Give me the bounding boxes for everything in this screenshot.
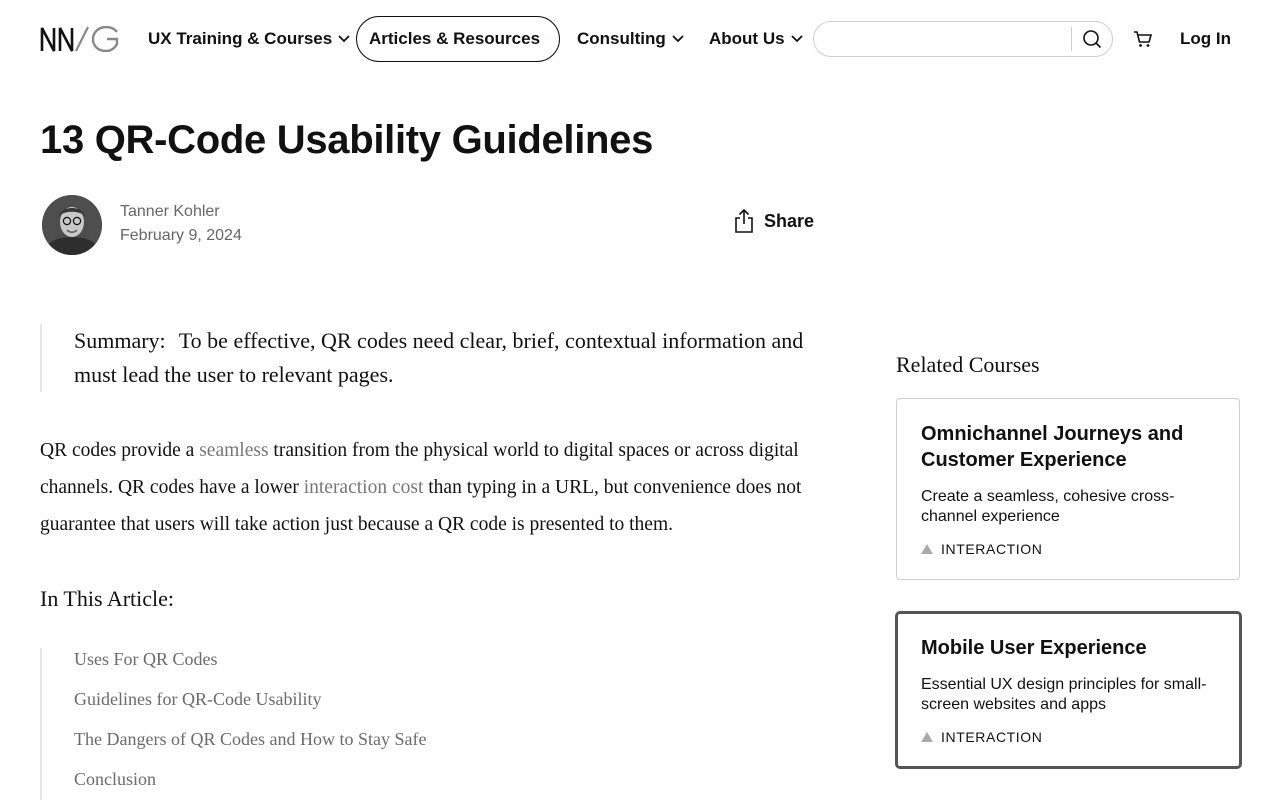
course-tag-label: INTERACTION [941, 729, 1043, 745]
nav-about-us[interactable] [709, 16, 803, 62]
chevron-down-icon [338, 35, 350, 43]
cart-icon[interactable] [1133, 30, 1153, 48]
chevron-down-icon [672, 35, 684, 43]
toc-item-uses[interactable]: Uses For QR Codes [74, 649, 218, 669]
table-of-contents [40, 648, 640, 800]
seamless-link[interactable]: seamless [199, 440, 269, 461]
course-card-mobile-ux[interactable] [895, 611, 1242, 769]
author-name[interactable]: Tanner Kohler [120, 203, 220, 220]
author-photo-icon [42, 195, 102, 255]
course-tag-label: INTERACTION [941, 541, 1043, 557]
search-icon[interactable] [1082, 29, 1102, 49]
nav-articles-resources[interactable] [356, 16, 560, 62]
summary-label: Summary: [74, 328, 166, 353]
share-icon [733, 208, 755, 234]
course-tag [921, 541, 1215, 557]
intro-paragraph [40, 432, 840, 543]
share-label: Share [764, 210, 815, 231]
toc-heading: In This Article: [40, 586, 175, 611]
nav-ux-training-label: UX Training & Courses [148, 29, 333, 48]
nav-consulting[interactable] [577, 16, 684, 62]
summary-text: To be effective, QR codes need clear, brief, contextual information and must lead the user to relevant pages. [74, 328, 804, 387]
author-avatar[interactable] [42, 195, 102, 255]
course-description: Create a seamless, cohesive cross-channel experience [921, 488, 1175, 525]
triangle-icon [921, 544, 933, 554]
triangle-icon [921, 732, 933, 742]
course-description: Essential UX design principles for small-screen websites and apps [921, 676, 1207, 713]
chevron-down-icon [546, 35, 547, 43]
search-input[interactable] [826, 28, 1070, 52]
site-header [0, 0, 1280, 80]
page-title: 13 QR-Code Usability Guidelines [40, 118, 654, 162]
intro-text-1: QR codes provide a [40, 440, 200, 461]
toc-item-guidelines[interactable]: Guidelines for QR-Code Usability [74, 689, 322, 709]
search-box [813, 21, 1113, 57]
nng-logo[interactable] [40, 26, 120, 52]
course-title: Omnichannel Journeys and Customer Experience [921, 423, 1184, 471]
course-card-omnichannel[interactable] [896, 398, 1240, 580]
course-title: Mobile User Experience [921, 637, 1147, 659]
interaction-cost-link[interactable]: interaction cost [303, 477, 424, 498]
nav-consulting-label: Consulting [577, 29, 666, 48]
toc-item-conclusion[interactable]: Conclusion [74, 769, 157, 789]
course-tag [921, 729, 1216, 745]
nav-ux-training[interactable] [148, 16, 350, 62]
article-summary [40, 324, 830, 392]
nav-articles-resources-label: Articles & Resources [369, 29, 541, 48]
toc-item-dangers[interactable]: The Dangers of QR Codes and How to Stay Safe [74, 729, 427, 749]
publish-date: February 9, 2024 [120, 227, 242, 244]
login-link[interactable]: Log In [1180, 29, 1231, 48]
chevron-down-icon [791, 35, 803, 43]
search-divider [1071, 27, 1072, 51]
related-courses-heading: Related Courses [896, 352, 1040, 377]
share-button[interactable] [733, 208, 814, 234]
nav-about-us-label: About Us [709, 29, 785, 48]
intro-text-2: transition from the physical world to digital spaces or across digital channels. QR codes have a lower [40, 440, 799, 498]
intro-text-3: than typing in a URL, but convenience does not guarantee that users will take action just because a QR code is presented to them. [40, 477, 802, 535]
